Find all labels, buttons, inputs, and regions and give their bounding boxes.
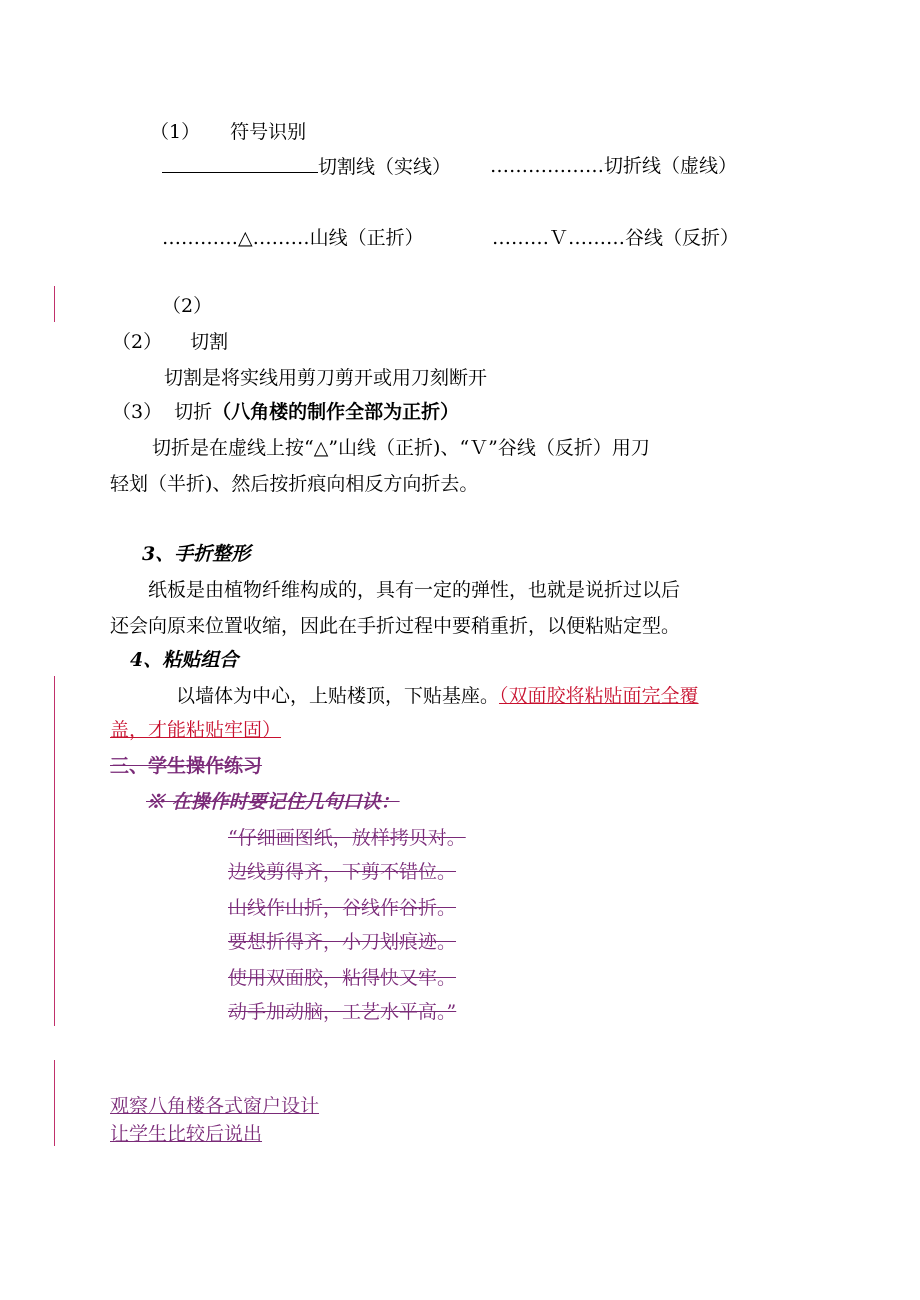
cut-line-sample — [162, 154, 318, 173]
fold-line-label: ………………切折线（虚线） — [490, 155, 738, 177]
item2-alt: （2） — [162, 295, 213, 317]
deleted-verse: 边线剪得齐，下剪不错位。 — [228, 861, 457, 883]
folding-heading-text: 切折 — [174, 401, 213, 423]
section4-inserted-1: （双面胶将粘贴面完全覆 — [499, 685, 699, 707]
deleted-verse: 使用双面胶，粘得快又牢。 — [228, 967, 457, 989]
cutting-heading — [112, 330, 228, 354]
symbols-heading-text: 符号识别 — [230, 121, 307, 143]
folding-heading-bold: （八角楼的制作全部为正折） — [212, 401, 460, 423]
cut-line-label: 切割线（实线） — [318, 156, 452, 178]
inserted-footer-2: 让学生比较后说出 — [110, 1123, 263, 1145]
symbol-row-1 — [162, 154, 451, 179]
mountain-line-label: …………△………山线（正折） — [162, 227, 424, 249]
valley-line-label: ………Ｖ………谷线（反折） — [492, 227, 740, 249]
inserted-footer-1: 观察八角楼各式窗户设计 — [110, 1095, 320, 1117]
deleted-verse: 动手加动脑，工艺水平高。” — [228, 1001, 457, 1023]
section3-title: 3、手折整形 — [142, 543, 251, 565]
cutting-heading-num: （2） — [112, 331, 163, 353]
symbols-heading-num: （1） — [150, 121, 201, 143]
section3-body-2: 还会向原来位置收缩，因此在手折过程中要稍重折，以便粘贴定型。 — [110, 615, 681, 637]
section4-inserted-2: 盖，才能粘贴牢固） — [110, 719, 282, 741]
cutting-heading-text: 切割 — [190, 331, 229, 353]
deleted-verse: “仔细画图纸，放样拷贝对。 — [228, 827, 466, 849]
symbols-heading — [150, 120, 306, 144]
cutting-body: 切割是将实线用剪刀剪开或用刀刻断开 — [164, 367, 488, 389]
deleted-note: ※ 在操作时要记住几句口诀： — [146, 791, 400, 813]
section4-body-line — [176, 684, 699, 708]
deleted-heading: 三、学生操作练习 — [110, 755, 263, 777]
deleted-verse: 要想折得齐，小刀划痕迹。 — [228, 931, 457, 953]
section4-title: 4、粘贴组合 — [130, 649, 239, 671]
change-bar — [54, 286, 55, 322]
folding-body-1: 切折是在虚线上按“△”山线（正折)、“Ｖ”谷线（反折）用刀 — [152, 437, 650, 459]
folding-heading-num: （3） — [112, 401, 163, 423]
folding-heading — [112, 400, 459, 424]
deleted-verse: 山线作山折，谷线作谷折。 — [228, 897, 457, 919]
section3-body-1: 纸板是由植物纤维构成的，具有一定的弹性，也就是说折过以后 — [148, 579, 681, 601]
folding-body-2: 轻划（半折)、然后按折痕向相反方向折去。 — [110, 473, 479, 495]
change-bar — [54, 1060, 55, 1146]
section4-body: 以墙体为中心，上贴楼顶，下贴基座。 — [176, 685, 500, 707]
change-bar — [54, 676, 55, 1026]
